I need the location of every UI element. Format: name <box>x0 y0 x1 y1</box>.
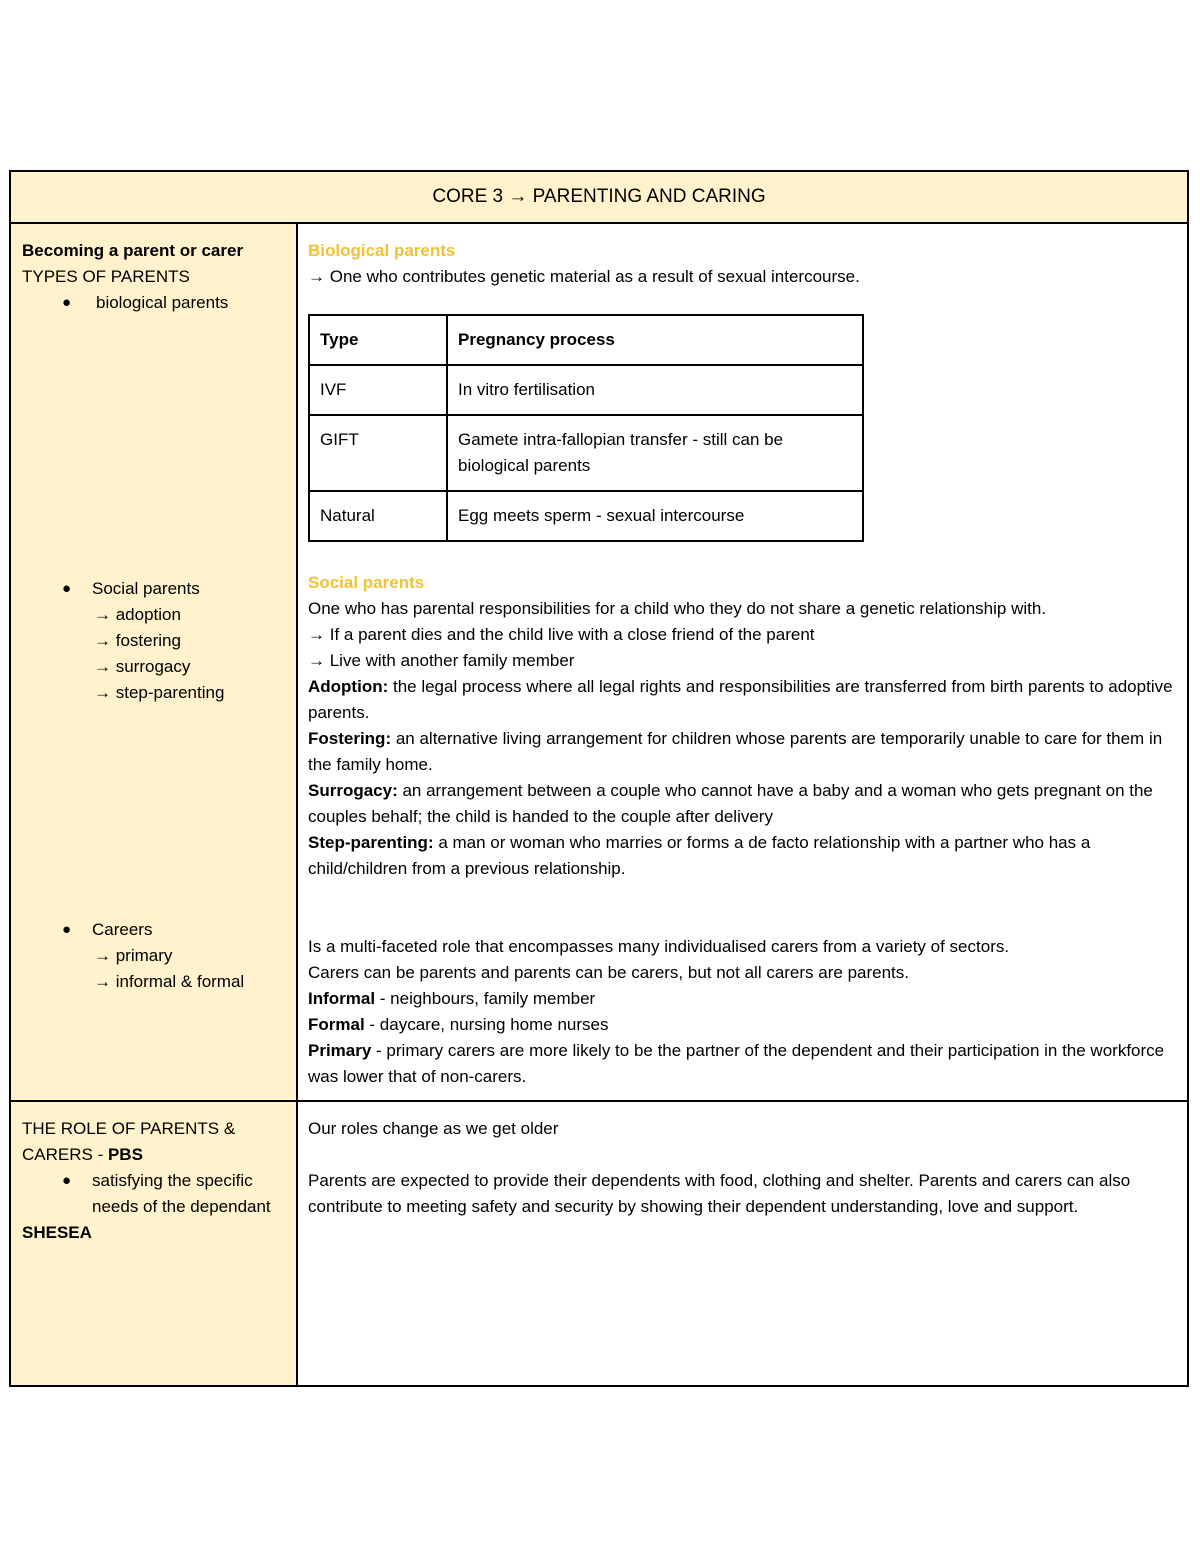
bullet-social: ● Social parents <box>22 576 286 602</box>
social-example-line: → If a parent dies and the child live with a close friend of the parent <box>308 625 815 644</box>
table-row <box>309 365 863 415</box>
social-parents-definition: One who has parental responsibilities for a child who they do not share a genetic relationship with. <box>308 599 1047 618</box>
carers-description: Is a multi-faceted role that encompasses many individualised carers from a variety of sectors. <box>308 937 1010 956</box>
adoption-definition: Adoption: the legal process where all legal rights and responsibilities are transferred from birth parents to adoptive parents. <box>308 677 1173 722</box>
roles-change-line: Our roles change as we get older <box>308 1119 559 1138</box>
table-row <box>309 415 863 491</box>
shesea-acronym: SHESEA <box>22 1223 92 1242</box>
table-cell-type: IVF <box>309 365 447 415</box>
social-sub-item: → fostering <box>94 631 181 650</box>
table-cell-process: Gamete intra-fallopian transfer - still can be biological parents <box>447 415 863 491</box>
carers-sub-item: → primary <box>94 946 173 965</box>
page-title: CORE 3 → PARENTING AND CARING <box>432 186 766 207</box>
roles-paragraph: Parents are expected to provide their dependents with food, clothing and shelter. Parents and carers can also contribute to meeting safety and security by showing their dependent understanding, love and support. <box>308 1171 1131 1216</box>
social-example-line: → Live with another family member <box>308 651 575 670</box>
carers-description: Carers can be parents and parents can be carers, but not all carers are parents. <box>308 963 909 982</box>
section1-right-cell <box>297 223 1188 1101</box>
formal-carers: Formal - daycare, nursing home nurses <box>308 1015 609 1034</box>
table-cell-type: GIFT <box>309 415 447 491</box>
table-header-row <box>309 315 863 365</box>
social-sub-item: → surrogacy <box>94 657 191 676</box>
informal-carers: Informal - neighbours, family member <box>308 989 596 1008</box>
section2-left-cell <box>10 1101 297 1386</box>
bullet-needs: ● satisfying the specific needs of the dependant <box>22 1168 286 1220</box>
pregnancy-process-table <box>308 314 864 542</box>
bullet-carers: ● Careers <box>22 917 286 943</box>
biological-parents-definition: → One who contributes genetic material as a result of sexual intercourse. <box>308 267 860 286</box>
social-sub-item: → adoption <box>94 605 181 624</box>
social-parents-title: Social parents <box>308 573 425 592</box>
column-header: Type <box>309 315 447 365</box>
fostering-definition: Fostering: an alternative living arrangement for children whose parents are temporarily unable to care for them in the family home. <box>308 729 1163 774</box>
bullet-dot-icon: ● <box>62 294 72 311</box>
table-cell-process: In vitro fertilisation <box>447 365 863 415</box>
table-cell-type: Natural <box>309 491 447 541</box>
step-parenting-definition: Step-parenting: a man or woman who marries or forms a de facto relationship with a partner who has a child/children from a previous relationship. <box>308 833 1091 878</box>
primary-carers: Primary - primary carers are more likely to be the partner of the dependent and their participation in the workforce was lower that of non-carers. <box>308 1041 1165 1086</box>
section1-left-cell <box>10 223 297 1101</box>
table-header <box>10 171 1188 223</box>
bullet-biological: ● biological parents <box>22 290 286 316</box>
carers-sub-item: → informal & formal <box>94 972 245 991</box>
table-cell-process: Egg meets sperm - sexual intercourse <box>447 491 863 541</box>
section1-heading: Becoming a parent or carer <box>22 241 244 260</box>
notes-table <box>9 170 1189 1387</box>
section2-right-cell <box>297 1101 1188 1386</box>
bullet-dot-icon: ● <box>62 1172 72 1189</box>
biological-parents-title: Biological parents <box>308 241 456 260</box>
bullet-dot-icon: ● <box>62 580 72 597</box>
bullet-dot-icon: ● <box>62 921 72 938</box>
table-row <box>309 491 863 541</box>
column-header: Pregnancy process <box>447 315 863 365</box>
section2-heading: THE ROLE OF PARENTS & CARERS - PBS <box>22 1119 236 1164</box>
social-sub-item: → step-parenting <box>94 683 225 702</box>
surrogacy-definition: Surrogacy: an arrangement between a couple who cannot have a baby and a woman who gets pregnant on the couples behalf; the child is handed to the couple after delivery <box>308 781 1153 826</box>
types-of-parents-label: TYPES OF PARENTS <box>22 267 190 286</box>
